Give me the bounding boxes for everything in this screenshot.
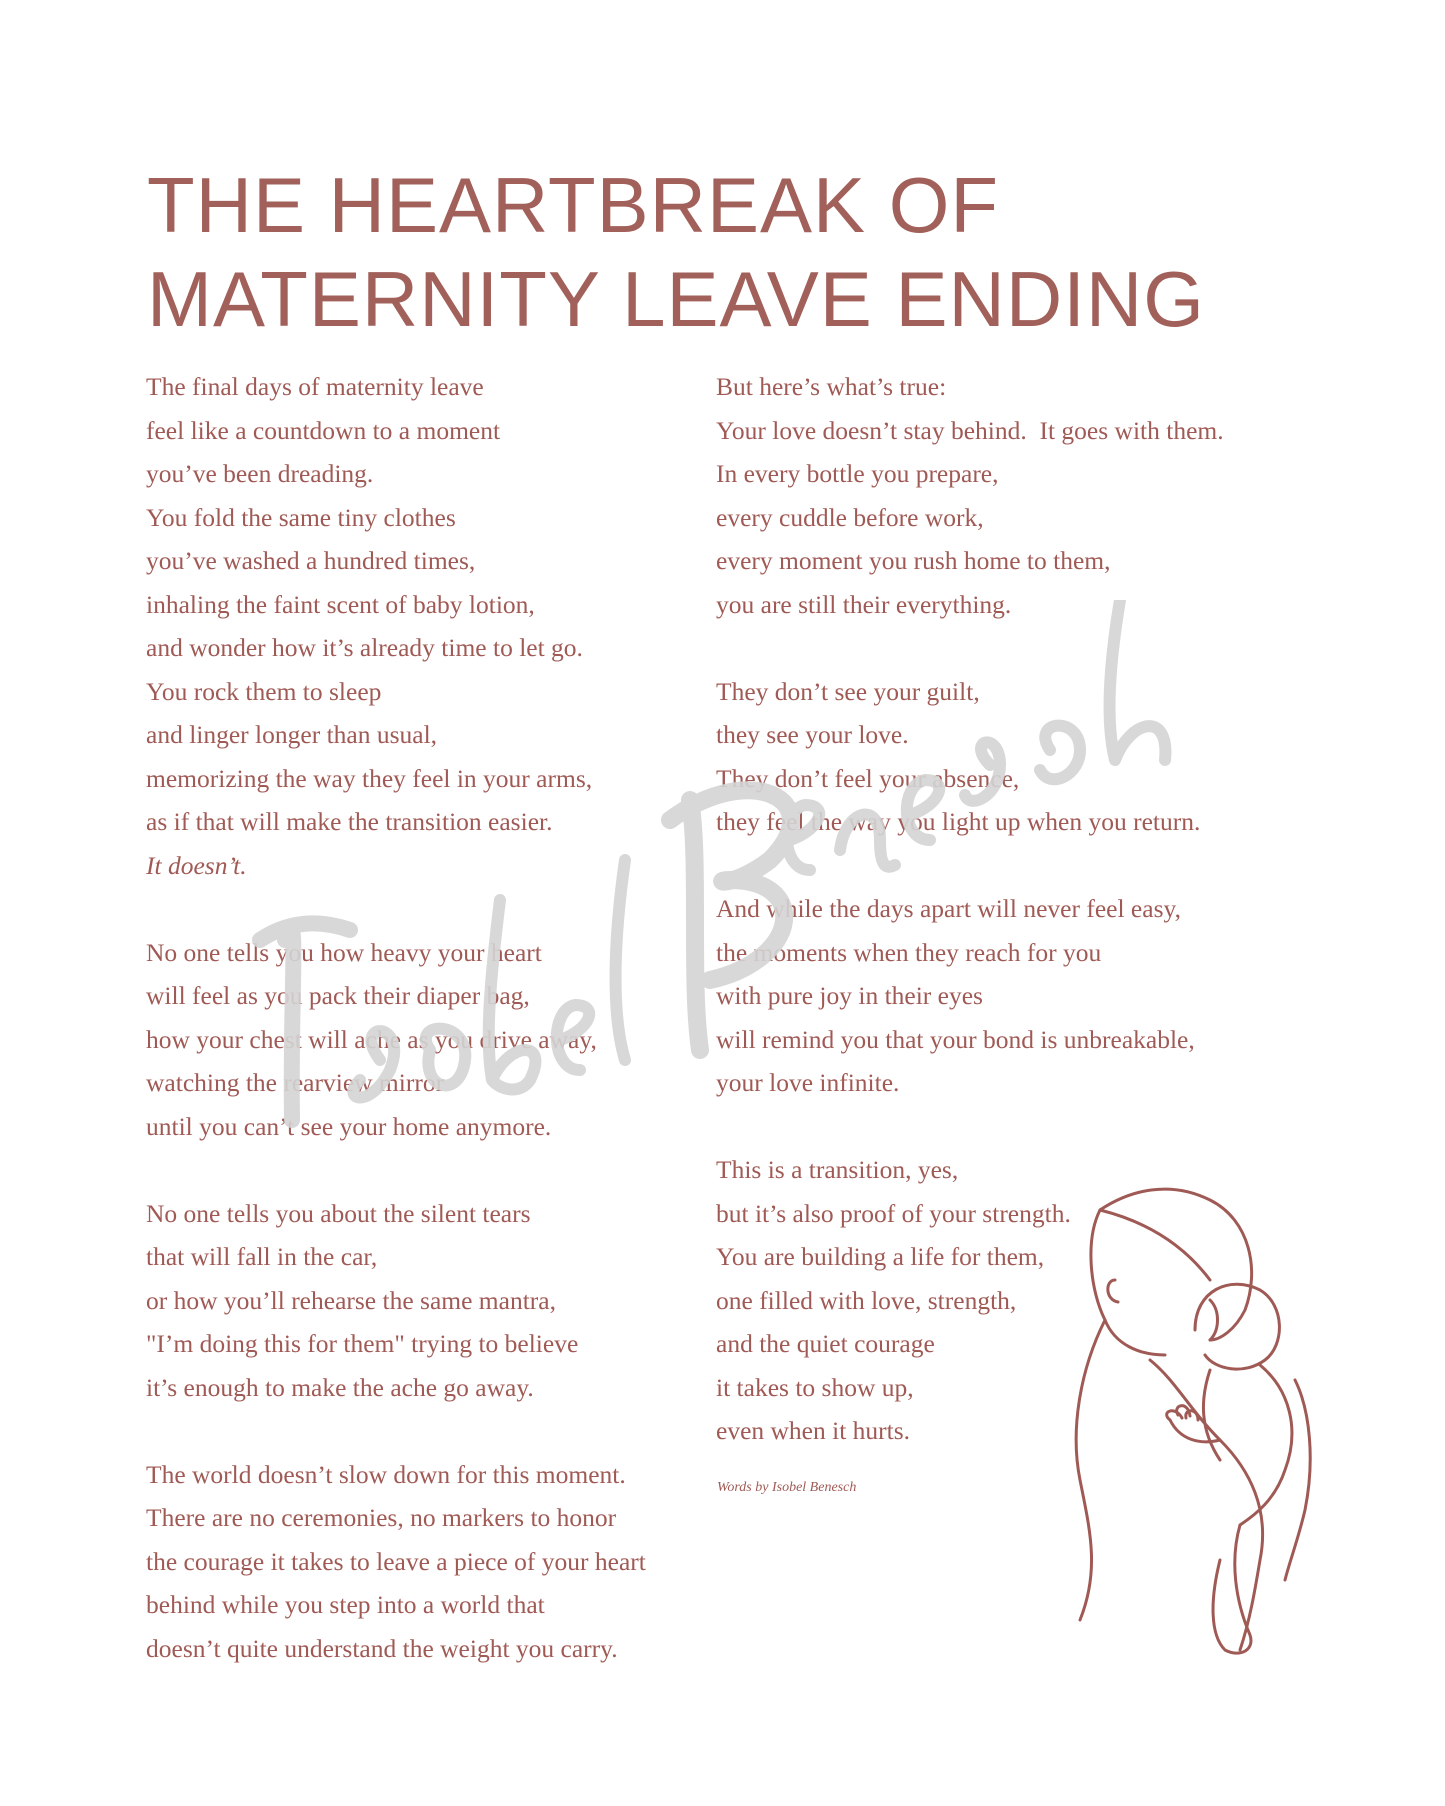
poem-line: and linger longer than usual,: [146, 720, 438, 749]
mother-baby-illustration: [1060, 1180, 1320, 1680]
right-stanza-3: [716, 887, 1316, 1105]
poem-line: you are still their everything.: [716, 589, 1012, 619]
poem-line: You rock them to sleep: [146, 676, 382, 706]
poem-line: "I’m doing this for them" trying to believe: [146, 1329, 579, 1358]
title-line-2: MATERNITY LEAVE ENDING: [147, 255, 1205, 343]
poem-line: the moments when they reach for you: [716, 937, 1102, 967]
poem-line: every cuddle before work,: [716, 502, 984, 532]
poem-line: but it’s also proof of your strength.: [716, 1198, 1071, 1228]
poem-line: The final days of maternity leave: [146, 372, 484, 401]
poem-line: you’ve washed a hundred times,: [146, 546, 476, 575]
poem-line: The world doesn’t slow down for this moment.: [146, 1459, 626, 1489]
poem-line: even when it hurts.: [716, 1416, 911, 1445]
poem-line: Your love doesn’t stay behind. It goes with them.: [716, 415, 1224, 445]
poem-line: and wonder how it’s already time to let go.: [146, 633, 583, 662]
poem-line: how your chest will ache as you drive away,: [146, 1024, 597, 1054]
poem-line: every moment you rush home to them,: [716, 546, 1111, 575]
poem-line: You fold the same tiny clothes: [146, 502, 456, 532]
poem-line: will feel as you pack their diaper bag,: [146, 981, 530, 1010]
poem-line: They don’t feel your absence,: [716, 763, 1020, 793]
poem-line: No one tells you how heavy your heart: [146, 937, 542, 967]
poem-line: You are building a life for them,: [716, 1242, 1045, 1271]
poem-line: And while the days apart will never feel easy,: [716, 894, 1181, 923]
poem-line: This is a transition, yes,: [716, 1155, 959, 1184]
poem-line: watching the rearview mirror: [146, 1068, 445, 1097]
poem-line: They don’t see your guilt,: [716, 676, 980, 706]
poem-line: will remind you that your bond is unbreakable,: [716, 1024, 1195, 1054]
right-stanza-2: [716, 670, 1316, 844]
left-stanza-1: [146, 365, 706, 887]
poem-line: In every bottle you prepare,: [716, 459, 999, 488]
poem-line: until you can’t see your home anymore.: [146, 1111, 552, 1141]
left-column: [146, 365, 706, 1714]
left-stanza-4: [146, 1453, 706, 1671]
poem-line: There are no ceremonies, no markers to honor: [146, 1503, 617, 1532]
poem-line-italic: It doesn’t.: [146, 850, 247, 880]
poem-line: your love infinite.: [716, 1068, 900, 1097]
poem-line: they see your love.: [716, 720, 909, 749]
poem-line: doesn’t quite understand the weight you carry.: [146, 1633, 618, 1663]
poem-line: as if that will make the transition easier.: [146, 807, 553, 836]
poem-line: that will fall in the car,: [146, 1242, 378, 1271]
poem-line: inhaling the faint scent of baby lotion,: [146, 589, 535, 619]
left-stanza-3: [146, 1192, 706, 1410]
poem-line: they feel the way you light up when you return.: [716, 807, 1201, 836]
poem-line: one filled with love, strength,: [716, 1285, 1017, 1315]
title-line-1: THE HEARTBREAK OF: [147, 161, 1000, 249]
poem-line: and the quiet courage: [716, 1329, 935, 1358]
poem-line: memorizing the way they feel in your arms,: [146, 763, 593, 793]
left-stanza-2: [146, 931, 706, 1149]
poem-title: [147, 158, 1347, 346]
poem-line: feel like a countdown to a moment: [146, 415, 501, 445]
poem-line: No one tells you about the silent tears: [146, 1198, 531, 1228]
poem-line: behind while you step into a world that: [146, 1590, 545, 1619]
poem-line: But here’s what’s true:: [716, 372, 947, 401]
poem-line: or how you’ll rehearse the same mantra,: [146, 1285, 556, 1315]
poem-line: with pure joy in their eyes: [716, 981, 983, 1010]
poem-line: the courage it takes to leave a piece of your heart: [146, 1546, 646, 1576]
poem-line: you’ve been dreading.: [146, 459, 374, 488]
poem-line: it’s enough to make the ache go away.: [146, 1372, 534, 1402]
author-credit: Words by Isobel Benesch: [717, 1480, 857, 1495]
right-stanza-1: [716, 365, 1316, 626]
poem-line: it takes to show up,: [716, 1372, 914, 1402]
